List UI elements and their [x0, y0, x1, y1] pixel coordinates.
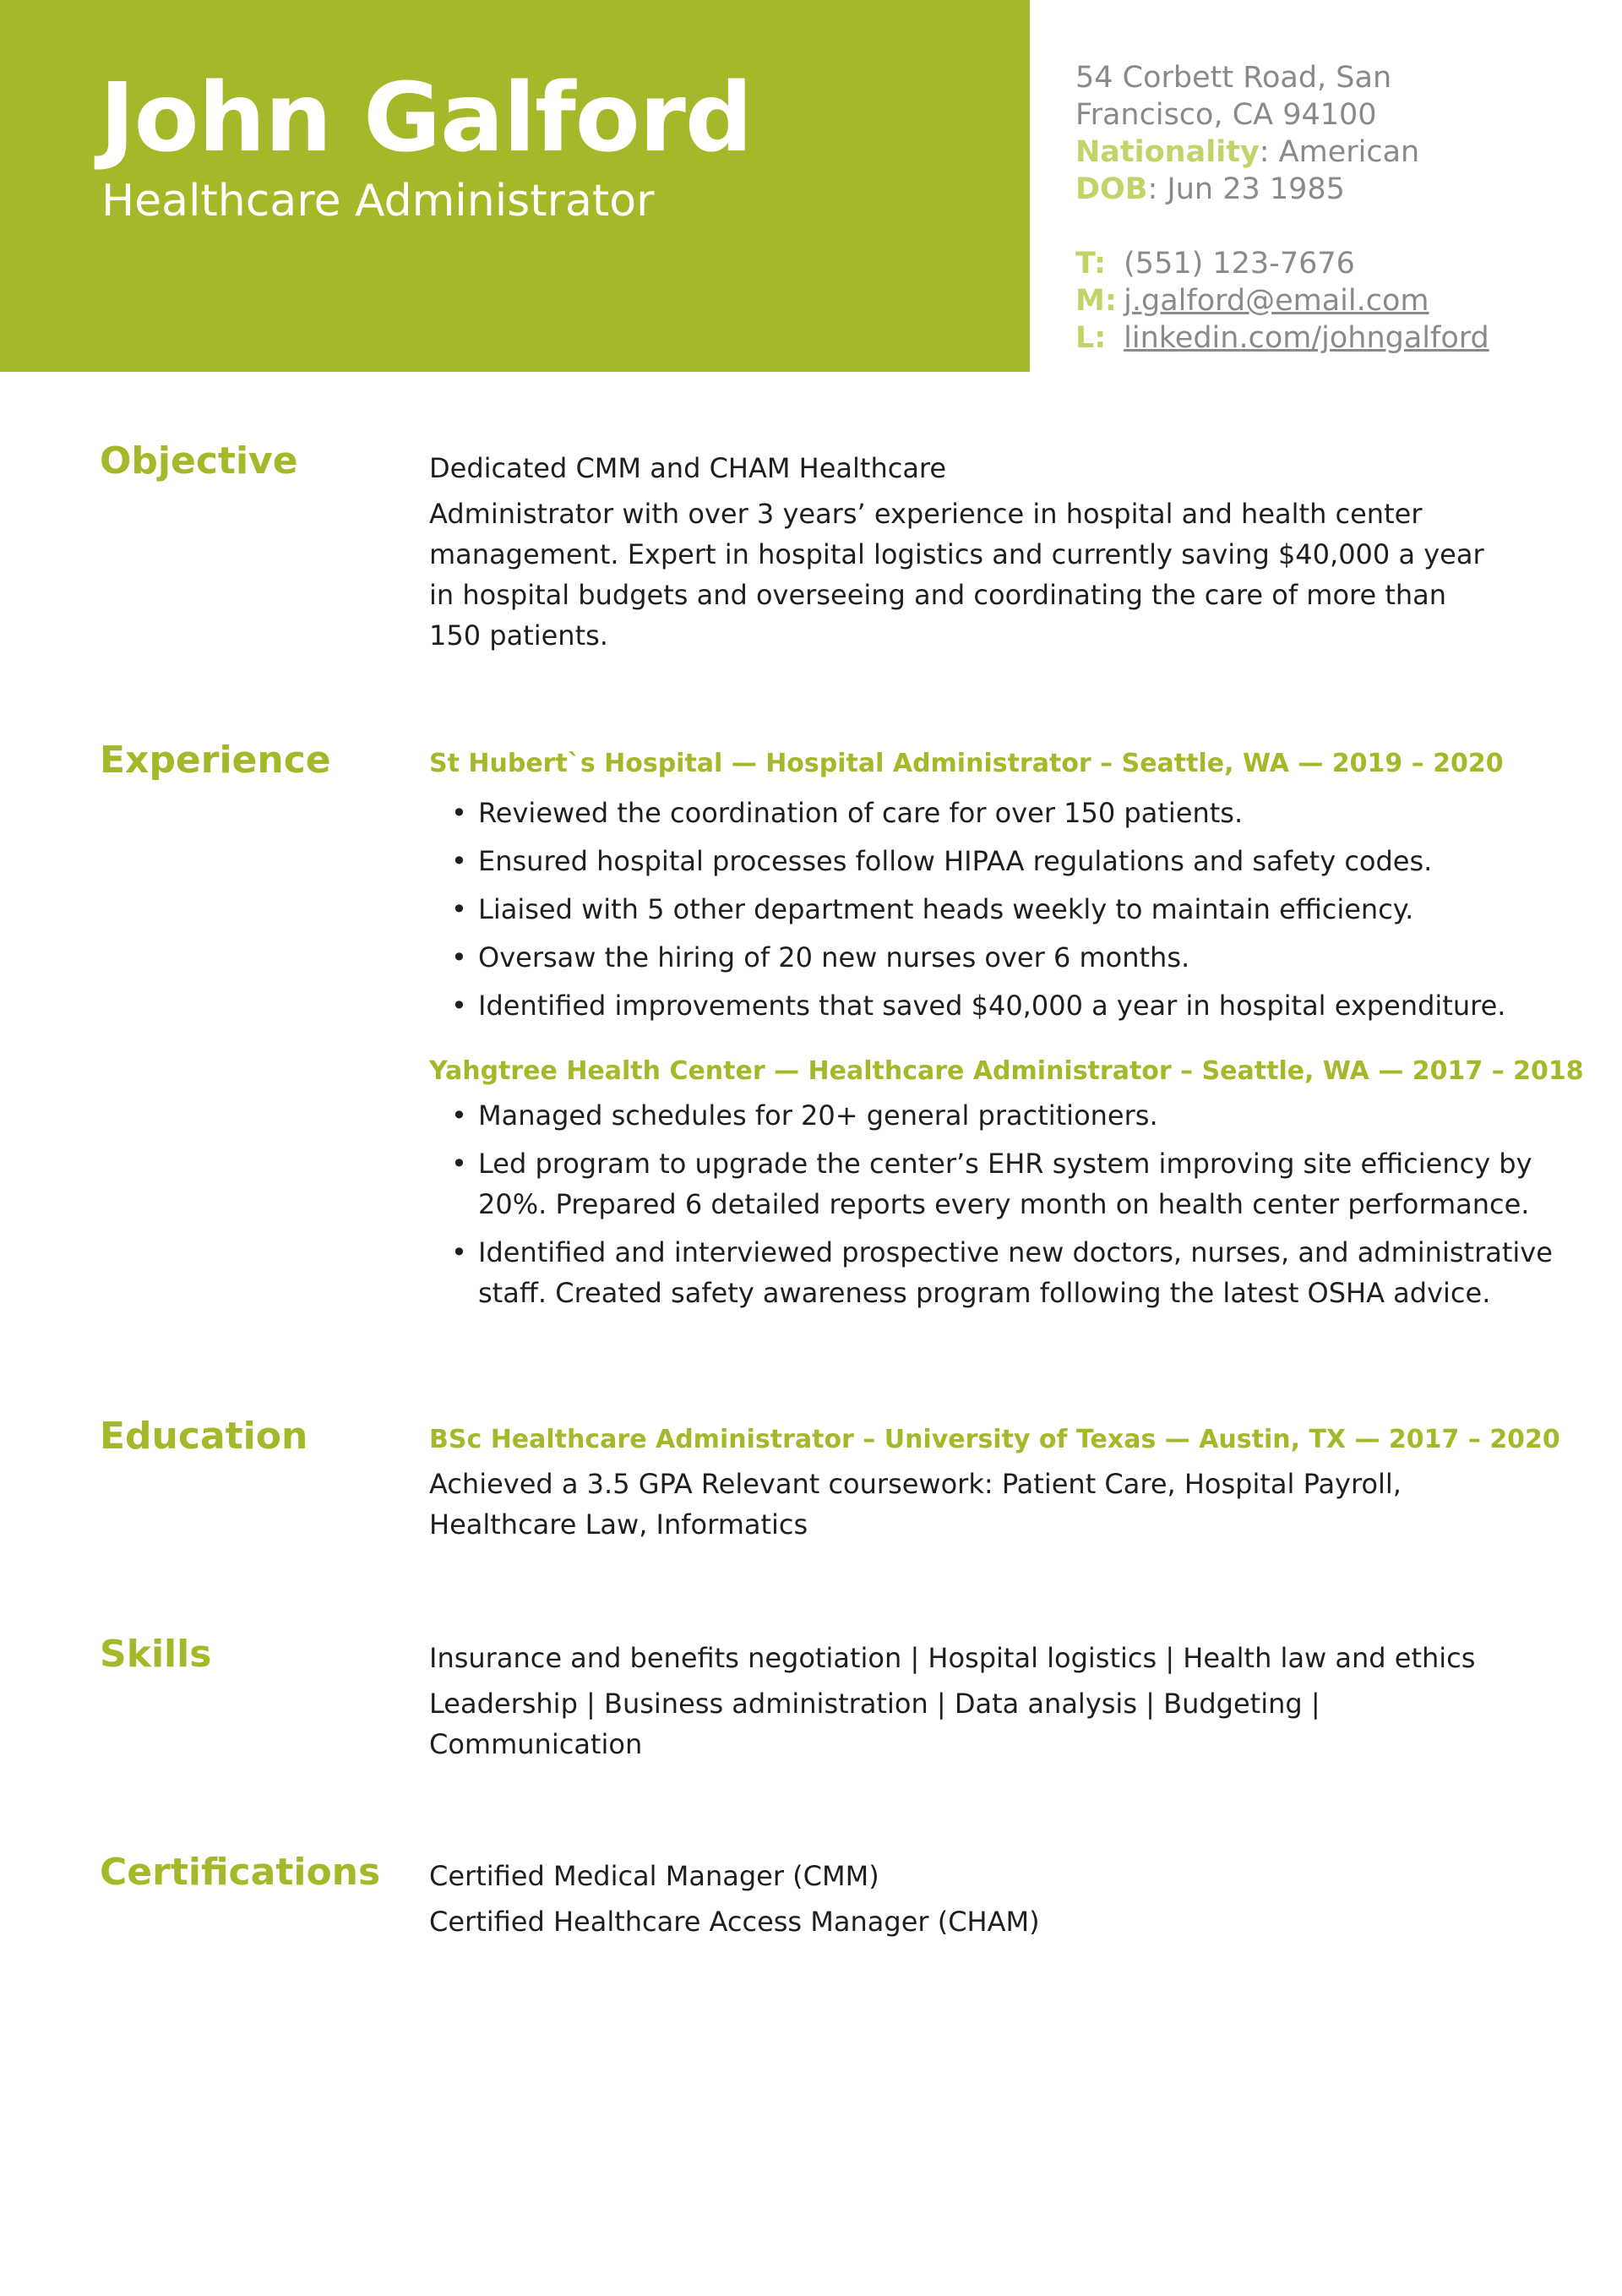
- job-2-bullets: [429, 1095, 1553, 1313]
- candidate-name: John Galford: [100, 63, 753, 173]
- certification-item: Certified Healthcare Access Manager (CHAM): [429, 1906, 1040, 1938]
- objective-body: [429, 448, 1494, 656]
- nationality-row: [1075, 134, 1599, 171]
- nationality-label: Nationality: [1075, 135, 1260, 169]
- nationality-value: : American: [1259, 135, 1420, 169]
- job-title: Healthcare Administrator: [101, 176, 655, 226]
- dob-row: [1075, 171, 1599, 208]
- list-item: • Oversaw the hiring of 20 new nurses over 6 months.: [429, 937, 1553, 978]
- job-title-1: St Hubert`s Hospital — Hospital Administrator – Seattle, WA — 2019 – 2020: [429, 749, 1504, 778]
- certification-item: Certified Medical Manager (CMM): [429, 1860, 879, 1892]
- list-item: • Ensured hospital processes follow HIPAA regulations and safety codes.: [429, 841, 1553, 881]
- list-item: • Managed schedules for 20+ general practitioners.: [429, 1095, 1553, 1136]
- experience-heading: Experience: [100, 739, 331, 782]
- education-details: Achieved a 3.5 GPA Relevant coursework: Patient Care, Hospital Payroll, Healthcare Law, Informatics: [429, 1468, 1402, 1541]
- bullet-icon: •: [451, 893, 467, 925]
- linkedin-row: [1075, 319, 1599, 357]
- list-item: • Reviewed the coordination of care for over 150 patients.: [429, 793, 1553, 833]
- dob-label: DOB: [1075, 172, 1148, 206]
- job-title-2: Yahgtree Health Center — Healthcare Administrator – Seattle, WA — 2017 – 2018: [429, 1056, 1584, 1086]
- certifications-heading: Certifications: [100, 1851, 381, 1894]
- linkedin-link[interactable]: linkedin.com/johngalford: [1124, 321, 1489, 355]
- phone-row: [1075, 245, 1599, 282]
- phone-number: (551) 123-7676: [1124, 247, 1355, 281]
- bullet-icon: •: [451, 941, 467, 973]
- job-1-bullets: [429, 793, 1553, 1026]
- bullet-icon: •: [451, 1236, 467, 1268]
- linkedin-label: L:: [1075, 321, 1107, 355]
- skills-line-2: Leadership | Business administration | Data analysis | Budgeting | Communication: [429, 1688, 1320, 1760]
- experience-body: [429, 744, 1584, 1321]
- phone-label: T:: [1075, 247, 1106, 281]
- education-body: [429, 1420, 1560, 1545]
- list-item: • Liaised with 5 other department heads weekly to maintain efficiency.: [429, 889, 1553, 930]
- degree-title: BSc Healthcare Administrator – University of Texas — Austin, TX — 2017 – 2020: [429, 1425, 1560, 1454]
- contact-block: [1075, 59, 1599, 357]
- skills-body: [429, 1638, 1476, 1764]
- objective-line-1: Dedicated CMM and CHAM Healthcare: [429, 452, 947, 484]
- list-item: • Identified improvements that saved $40,000 a year in hospital expenditure.: [429, 985, 1553, 1026]
- list-item: • Identified and interviewed prospective new doctors, nurses, and administrative staff. Created safety awareness program following the latest OSHA advice.: [429, 1232, 1553, 1313]
- bullet-icon: •: [451, 990, 467, 1022]
- email-label: M:: [1075, 284, 1117, 318]
- contact-spacer: [1075, 208, 1599, 245]
- bullet-icon: •: [451, 1099, 467, 1132]
- dob-value: : Jun 23 1985: [1147, 172, 1345, 206]
- address: 54 Corbett Road, San Francisco, CA 94100: [1075, 61, 1392, 132]
- objective-heading: Objective: [100, 439, 298, 483]
- skills-line-1: Insurance and benefits negotiation | Hospital logistics | Health law and ethics: [429, 1642, 1476, 1674]
- skills-heading: Skills: [100, 1633, 212, 1676]
- email-link[interactable]: j.galford@email.com: [1124, 284, 1429, 318]
- bullet-icon: •: [451, 797, 467, 829]
- objective-text: Administrator with over 3 years’ experience in hospital and health center management. Expert in hospital logistics and currently saving $40,000 a year in hospital budgets and overseeing and coordinating the care of more than 150 patients.: [429, 498, 1484, 652]
- bullet-icon: •: [451, 1148, 467, 1180]
- list-item: • Led program to upgrade the center’s EHR system improving site efficiency by 20%. Prepared 6 detailed reports every month on health center performance.: [429, 1143, 1553, 1224]
- certifications-body: [429, 1856, 1553, 1942]
- email-row: [1075, 282, 1599, 319]
- education-heading: Education: [100, 1415, 308, 1458]
- bullet-icon: •: [451, 845, 467, 877]
